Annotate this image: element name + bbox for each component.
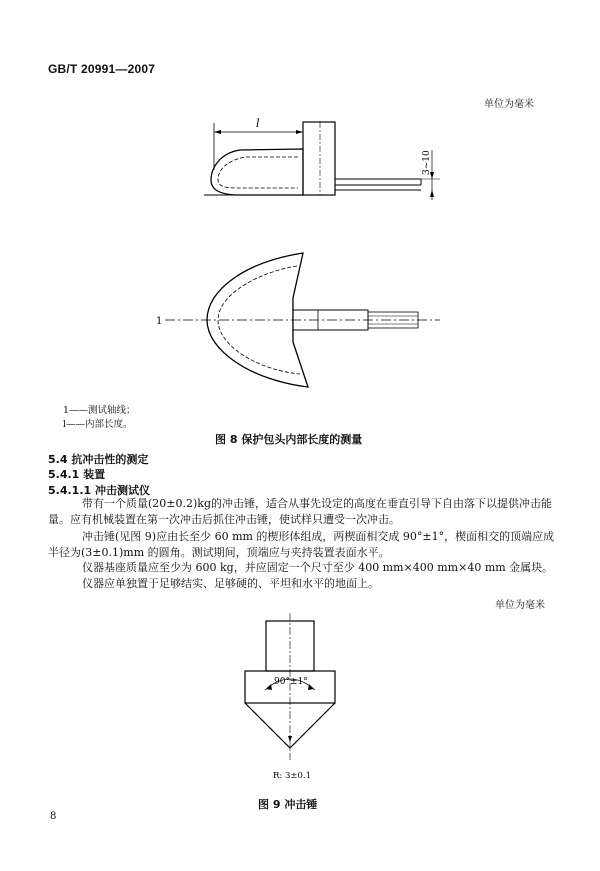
paragraph-4: 仪器应单独置于足够结实、足够硬的、平坦和水平的地面上。 — [82, 577, 379, 590]
legend-item-2: l——内部长度。 — [63, 419, 133, 430]
legend-item-1: 1——测试轴线； — [63, 405, 136, 416]
dimension-label: 3~10 — [422, 150, 432, 175]
angle-label: 90°±1° — [274, 677, 308, 687]
figure8-top-view — [0, 240, 600, 400]
figure9-caption: 图 9 冲击锤 — [258, 798, 318, 811]
unit-note-middle: 单位为毫米 — [495, 600, 545, 611]
radius-label: R: 3±0.1 — [273, 771, 312, 781]
standard-code: GB/T 20991—2007 — [48, 62, 156, 76]
paragraph-2: 冲击锤(见图 9)应由长至少 60 mm 的楔形体组成，两楔面相交成 90°±1°，楔面相交的顶端应成半径为(3±0.1)mm 的圆角。测试期间，顶端应与夹持装置表面水平。 — [48, 530, 555, 559]
unit-note-top: 单位为毫米 — [484, 99, 534, 110]
figure8-caption: 图 8 保护包头内部长度的测量 — [215, 433, 363, 446]
section-heading: 5.4 抗冲击性的测定 — [48, 453, 149, 466]
paragraph-3: 仪器基座质量应至少为 600 kg，并应固定一个尺寸至少 400 mm×400 mm×40 mm 金属块。 — [82, 561, 554, 574]
page-number: 8 — [50, 811, 57, 822]
subsection-heading: 5.4.1 装置 — [48, 468, 106, 481]
figure9-drawing — [0, 610, 600, 790]
sub-subsection-heading: 5.4.1.1 冲击测试仪 — [48, 484, 150, 497]
label-l: l — [256, 117, 260, 130]
paragraph-1: 带有一个质量(20±0.2)kg的冲击锤，适合从事先设定的高度在垂直引导下自由落下以提供冲击能量。应有机械装置在第一次冲击后抓住冲击锤，使试样只遭受一次冲击。 — [48, 497, 552, 526]
label-test-axis: 1 — [156, 316, 163, 327]
figure8-side-view — [0, 115, 600, 205]
